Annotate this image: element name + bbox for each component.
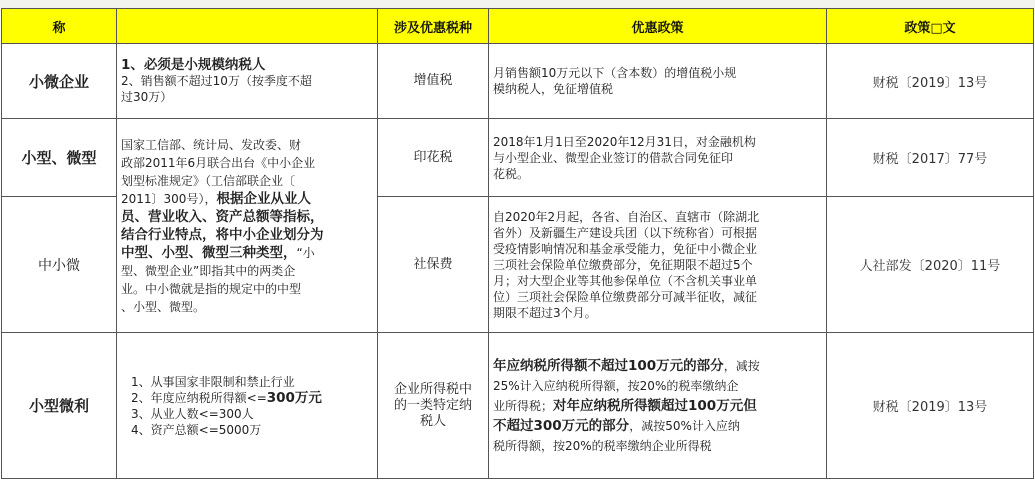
policy-text-bold: 不超过300万元的部分: [493, 417, 630, 434]
condition-line: [131, 390, 373, 406]
row-condition-merged: [117, 119, 378, 333]
condition-line: 结合行业特点，将中小企业划分为: [121, 226, 324, 243]
policy-line: 2018年1月1日至2020年12月31日，对金融机构: [493, 134, 756, 149]
condition-line: 1、从事国家非限制和禁止行业: [131, 374, 295, 389]
row-tax-type: 社保费: [378, 197, 489, 333]
condition-line: 3、从业人数<=300人: [131, 406, 254, 421]
condition-line: 过30万）: [121, 90, 173, 104]
policy-text: ，减按50%计入应纳: [629, 418, 740, 433]
row-name: 中小微: [2, 197, 117, 333]
policy-line: 位）三项社会保险单位缴费部分可减半征收，减征: [493, 289, 758, 304]
row-tax-type: [378, 333, 489, 479]
table-row: [2, 333, 1034, 479]
condition-line: 划型标准规定》（工信部联企业〔: [121, 173, 296, 188]
condition-text-bold: 300万元: [266, 389, 322, 406]
policy-line: [493, 356, 822, 376]
row-name: 小型微利: [2, 333, 117, 479]
condition-line: 国家工信部、统计局、发改委、财: [121, 137, 302, 152]
policy-line: 受疫情影响情况和基金承受能力，免征中小微企业: [493, 241, 758, 256]
policy-line: 月销售额10万元以下（含本数）的增值税小规: [493, 66, 737, 80]
condition-text: 2、年度应纳税所得额<=: [131, 390, 267, 405]
header-policy: 优惠政策: [489, 9, 827, 44]
condition-line: 、小型、微型。: [121, 299, 206, 314]
row-condition: [117, 333, 378, 479]
table-row: [2, 44, 1034, 119]
condition-line: 政部2011年6月联合出台《中小企业: [121, 155, 316, 170]
top-band: [0, 0, 1035, 8]
policy-text-bold: 年应纳税所得额不超过100万元的部分: [493, 357, 724, 374]
header-tax-type: 涉及优惠税种: [378, 9, 489, 44]
policy-text: 业所得税；: [493, 398, 554, 413]
policy-line: 花税。: [493, 166, 530, 181]
condition-line: 员、营业收入、资产总额等指标，: [121, 208, 324, 225]
row-reference: 财税〔2019〕13号: [827, 333, 1034, 479]
policy-line: [493, 416, 822, 436]
condition-text-bold: 中型、小型、微型三种类型，: [121, 244, 297, 261]
policy-text: ，减按: [723, 358, 760, 373]
row-reference: 财税〔2017〕77号: [827, 119, 1034, 197]
condition-line: 1、必须是小规模纳税人: [121, 57, 266, 73]
policy-text-bold: 对年应纳税所得额超过100万元但: [553, 397, 757, 414]
condition-text-bold: 根据企业从业人: [216, 190, 311, 207]
condition-line: 2、销售额不超过10万（按季度不超: [121, 74, 312, 88]
row-policy: [489, 44, 827, 119]
policy-table: [1, 8, 1034, 479]
row-policy: [489, 119, 827, 197]
policy-line: 三项社会保险单位缴费部分，免征期限不超过5个: [493, 257, 753, 272]
policy-line: 25%计入应纳税所得额，按20%的税率缴纳企: [493, 378, 739, 393]
policy-line: 税所得额，按20%的税率缴纳企业所得税: [493, 438, 712, 453]
condition-line: 业。中小微就是指的规定中的中型: [121, 281, 302, 296]
header-condition: [117, 9, 378, 44]
policy-line: 自2020年2月起，各省、自治区、直辖市（除湖北: [493, 209, 760, 224]
condition-line: 型、微型企业”即指其中的两类企: [121, 263, 296, 278]
condition-text: “小: [296, 245, 315, 260]
row-policy: [489, 333, 827, 479]
row-reference: 人社部发〔2020〕11号: [827, 197, 1034, 333]
condition-text: 2011〕300号），: [121, 191, 217, 206]
header-reference: 政策□文: [827, 9, 1034, 44]
row-condition: [117, 44, 378, 119]
row-name: 小微企业: [2, 44, 117, 119]
header-row: [2, 9, 1034, 44]
row-policy: [489, 197, 827, 333]
header-name: 称: [2, 9, 117, 44]
condition-line: 4、资产总额<=5000万: [131, 422, 262, 437]
tax-line: 企业所得税中: [393, 381, 472, 397]
policy-line: 模纳税人，免征增值税: [493, 82, 614, 96]
policy-line: 期限不超过3个月。: [493, 305, 597, 320]
row-reference: 财税〔2019〕13号: [827, 44, 1034, 119]
policy-line: 月；对大型企业等其他参保单位（不含机关事业单: [493, 273, 758, 288]
row-tax-type: 印花税: [378, 119, 489, 197]
condition-line: [121, 190, 373, 208]
policy-line: [493, 396, 822, 416]
policy-line: 与小型企业、微型企业签订的借款合同免征印: [493, 150, 734, 165]
tax-line: 税人: [419, 413, 446, 429]
policy-line: 省外）及新疆生产建设兵团（以下统称省）可根据: [493, 225, 758, 240]
row-name: 小型、微型: [2, 119, 117, 197]
condition-line: [121, 244, 373, 262]
table-row: [2, 119, 1034, 197]
tax-line: 的一类特定纳: [393, 397, 472, 413]
row-tax-type: 增值税: [378, 44, 489, 119]
